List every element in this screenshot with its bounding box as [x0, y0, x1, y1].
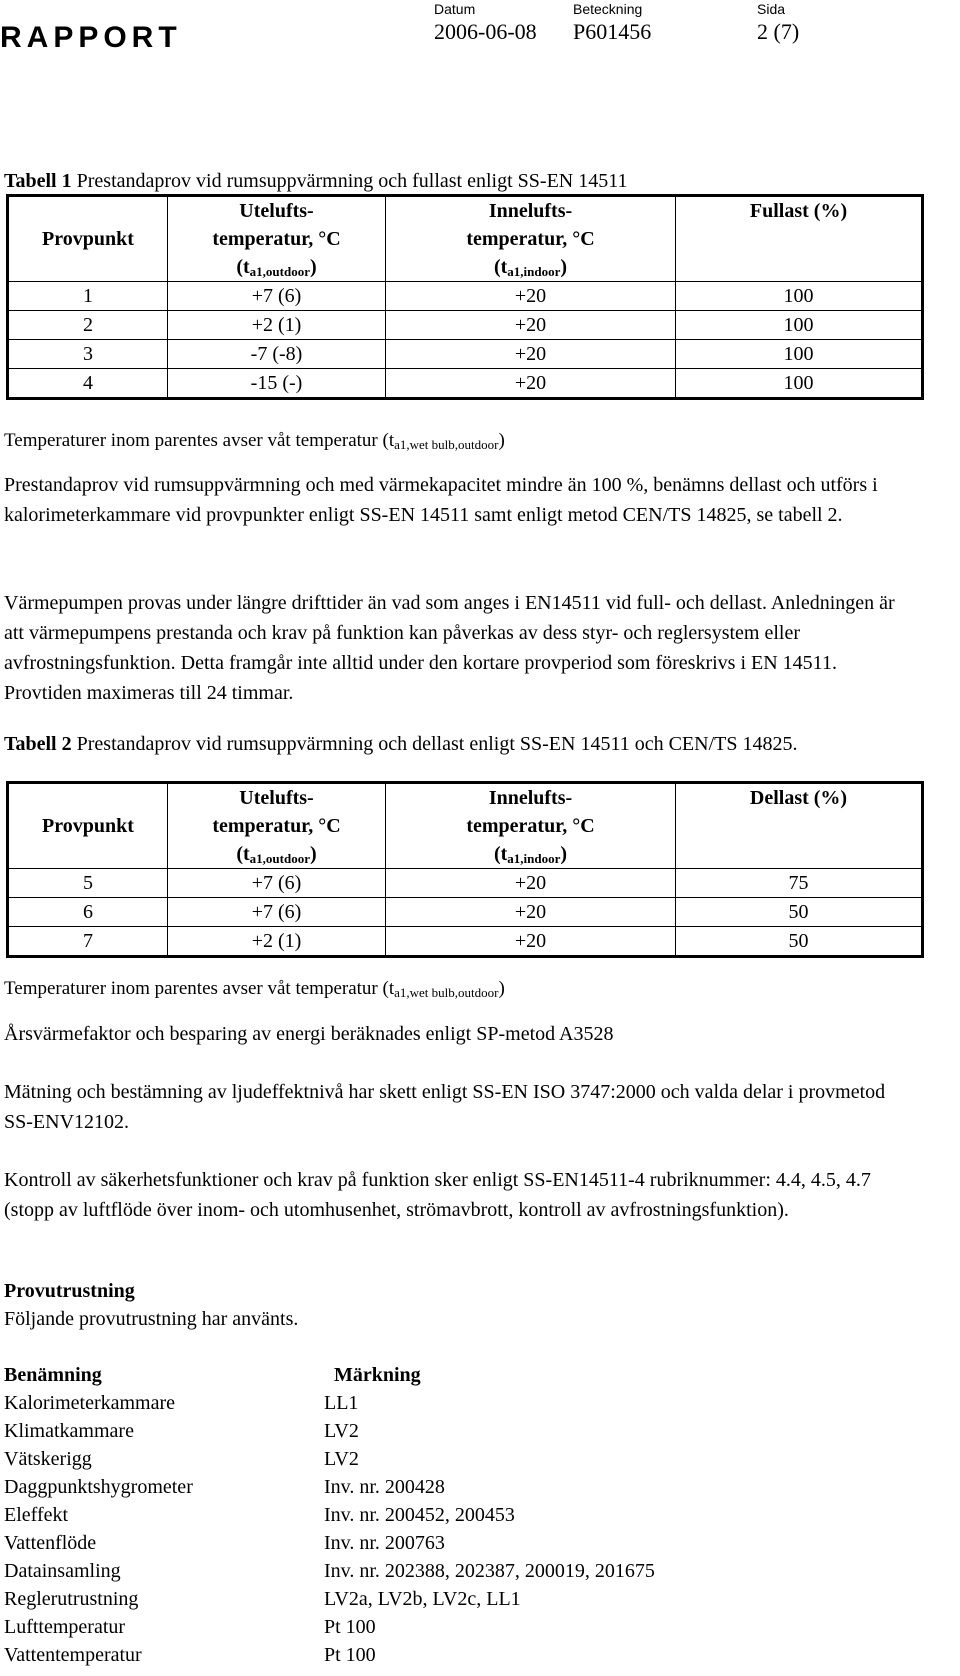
equipment-mark: Inv. nr. 202388, 202387, 200019, 201675 [324, 1560, 655, 1582]
table1-cell-outdoor: +2 (1) [168, 311, 386, 340]
equipment-name: Datainsamling [4, 1560, 121, 1582]
table1-cell-indoor: +20 [386, 282, 676, 311]
table-row [8, 340, 923, 369]
equipment-col-name: Benämning [4, 1364, 102, 1386]
table1-cell-point: 3 [8, 340, 168, 369]
table2-cell-outdoor: +2 (1) [168, 927, 386, 957]
equipment-col-mark: Märkning [334, 1364, 421, 1386]
table2-note-text: Temperaturer inom parentes avser våt temperatur (t [4, 978, 395, 999]
equipment-intro: Följande provutrustning har använts. [4, 1308, 299, 1330]
report-logo: RAPPORT [0, 21, 182, 54]
table1-col-outdoor-line1: Utelufts- [239, 200, 314, 222]
table1-col-outdoor-line2: temperatur, °C [212, 228, 341, 250]
table2-cell-indoor: +20 [386, 927, 676, 957]
table1-cell-indoor: +20 [386, 369, 676, 399]
table2-cell-load: 75 [676, 869, 923, 898]
table1-cell-indoor: +20 [386, 340, 676, 369]
table2-col-outdoor-line2: temperatur, °C [212, 815, 341, 837]
table2-cell-indoor: +20 [386, 869, 676, 898]
table1-cell-indoor: +20 [386, 311, 676, 340]
table2-col-outdoor-symbol: $(t_{a1,outdoor})$ [236, 843, 317, 866]
table2-col-point: Provpunkt [8, 783, 168, 869]
table1-col-indoor-line1: Innelufts- [488, 200, 573, 222]
table1-caption-text: Prestandaprov vid rumsuppvärmning och fullast enligt SS-EN 14511 [76, 170, 628, 192]
table-row [8, 311, 923, 340]
table-row [8, 869, 923, 898]
table1-cell-outdoor: -15 (-) [168, 369, 386, 399]
table1-col-indoor [386, 196, 676, 282]
table1-col-indoor-symbol: $(t_{a1,indoor})$ [493, 256, 568, 279]
equipment-mark: LV2 [324, 1420, 359, 1442]
table2-col-indoor [386, 783, 676, 869]
paragraph-sakerhet: Kontroll av säkerhetsfunktioner och krav på funktion sker enligt SS-EN14511-4 rubriknummer: 4.4, 4.5, 4.7 (stopp av luftflöde över inom- och utomhusenhet, strömavbrott, kontroll av avfrostningsfunktion). [4, 1169, 871, 1221]
table2 [6, 781, 924, 958]
table2-cell-outdoor: +7 (6) [168, 898, 386, 927]
table2-caption-text: Prestandaprov vid rumsuppvärmning och dellast enligt SS-EN 14511 och CEN/TS 14825. [76, 733, 798, 755]
table-row [8, 927, 923, 957]
equipment-heading: Provutrustning [4, 1280, 135, 1302]
table1-col-indoor-line2: temperatur, °C [466, 228, 595, 250]
equipment-name: Kalorimeterkammare [4, 1392, 176, 1414]
table2-col-outdoor-line1: Utelufts- [239, 787, 314, 809]
page-label: Sida [757, 1, 786, 17]
equipment-name: Reglerutrustning [4, 1588, 139, 1610]
equipment-name: Vattentemperatur [4, 1644, 142, 1666]
table1-col-load: Fullast (%) [676, 196, 923, 282]
table1-cell-load: 100 [676, 369, 923, 399]
table1-cell-point: 1 [8, 282, 168, 311]
equipment-mark: Inv. nr. 200428 [324, 1476, 445, 1498]
equipment-mark: LL1 [324, 1392, 359, 1414]
table2-cell-load: 50 [676, 927, 923, 957]
table1-cell-point: 2 [8, 311, 168, 340]
equipment-mark: Pt 100 [324, 1616, 376, 1638]
table1-cell-load: 100 [676, 340, 923, 369]
equipment-name: Eleffekt [4, 1504, 69, 1526]
equipment-name: Klimatkammare [4, 1420, 134, 1442]
paragraph-drifttider: Värmepumpen provas under längre drifttider än vad som anges i EN14511 vid full- och dellast. Anledningen är att värmepumpens prestanda och krav på funktion kan påverkas av dess styr- och reglersystem eller avfrostningsfunktion. Detta framgår inte alltid under den kortare provperiod som föreskrivs i EN 14511. Provtiden maximeras till 24 timmar. [4, 592, 895, 704]
table2-col-load: Dellast (%) [676, 783, 923, 869]
equipment-name: Vattenflöde [4, 1532, 97, 1554]
table1-caption [4, 170, 627, 192]
table1-note: Temperaturer inom parentes avser våt temperatur $(t_{a1,wet bulb,outdoor})$ [4, 430, 505, 452]
ref-value: P601456 [573, 19, 652, 44]
table1-cell-load: 100 [676, 311, 923, 340]
table1-cell-outdoor: -7 (-8) [168, 340, 386, 369]
paragraph-ljudeffekt: Mätning och bestämning av ljudeffektnivå har skett enligt SS-EN ISO 3747:2000 och valda delar i provmetod SS-ENV12102. [4, 1081, 886, 1133]
table1-cell-outdoor: +7 (6) [168, 282, 386, 311]
table2-cell-indoor: +20 [386, 898, 676, 927]
table1-header-row [8, 196, 923, 282]
table-row [8, 898, 923, 927]
table2-cell-point: 6 [8, 898, 168, 927]
table1-cell-point: 4 [8, 369, 168, 399]
equipment-mark: LV2 [324, 1448, 359, 1470]
equipment-mark: Inv. nr. 200763 [324, 1532, 445, 1554]
table2-cell-outdoor: +7 (6) [168, 869, 386, 898]
table1-col-point: Provpunkt [8, 196, 168, 282]
table1-note-text: Temperaturer inom parentes avser våt temperatur (t [4, 430, 395, 451]
equipment-mark: LV2a, LV2b, LV2c, LL1 [324, 1588, 521, 1610]
table1 [6, 194, 924, 400]
table2-cell-point: 7 [8, 927, 168, 957]
page-value: 2 (7) [757, 19, 800, 44]
table-row [8, 282, 923, 311]
equipment-mark: Pt 100 [324, 1644, 376, 1666]
table2-note: Temperaturer inom parentes avser våt temperatur $(t_{a1,wet bulb,outdoor})$ [4, 978, 505, 1000]
table1-note-sub: a1,wet bulb,outdoor [394, 437, 499, 452]
table2-caption [4, 732, 884, 756]
equipment-name: Daggpunktshygrometer [4, 1476, 193, 1498]
table1-col-outdoor-symbol: $(t_{a1,outdoor})$ [236, 256, 317, 279]
table1-col-outdoor [168, 196, 386, 282]
table2-cell-load: 50 [676, 898, 923, 927]
table2-col-indoor-line1: Innelufts- [488, 787, 573, 809]
table-row [8, 369, 923, 399]
table2-col-indoor-symbol: $(t_{a1,indoor})$ [493, 843, 568, 866]
table2-col-outdoor [168, 783, 386, 869]
table2-col-indoor-line2: temperatur, °C [466, 815, 595, 837]
paragraph-dellast: Prestandaprov vid rumsuppvärmning och med värmekapacitet mindre än 100 %, benämns dellast och utförs i kalorimeterkammare vid provpunkter enligt SS-EN 14511 samt enligt metod CEN/TS 14825, se tabell 2. [4, 474, 878, 526]
table2-cell-point: 5 [8, 869, 168, 898]
table2-caption-label: Tabell 2 [4, 733, 72, 755]
table1-cell-load: 100 [676, 282, 923, 311]
date-value: 2006-06-08 [434, 19, 537, 44]
ref-label: Beteckning [573, 1, 643, 17]
table1-caption-label: Tabell 1 [4, 170, 72, 192]
date-label: Datum [434, 1, 476, 17]
table2-header-row [8, 783, 923, 869]
equipment-name: Lufttemperatur [4, 1616, 126, 1638]
equipment-mark: Inv. nr. 200452, 200453 [324, 1504, 515, 1526]
equipment-name: Vätskerigg [4, 1448, 92, 1470]
paragraph-arsvarmefaktor: Årsvärmefaktor och besparing av energi beräknades enligt SP-metod A3528 [4, 1023, 614, 1045]
table2-note-sub: a1,wet bulb,outdoor [394, 985, 499, 1000]
